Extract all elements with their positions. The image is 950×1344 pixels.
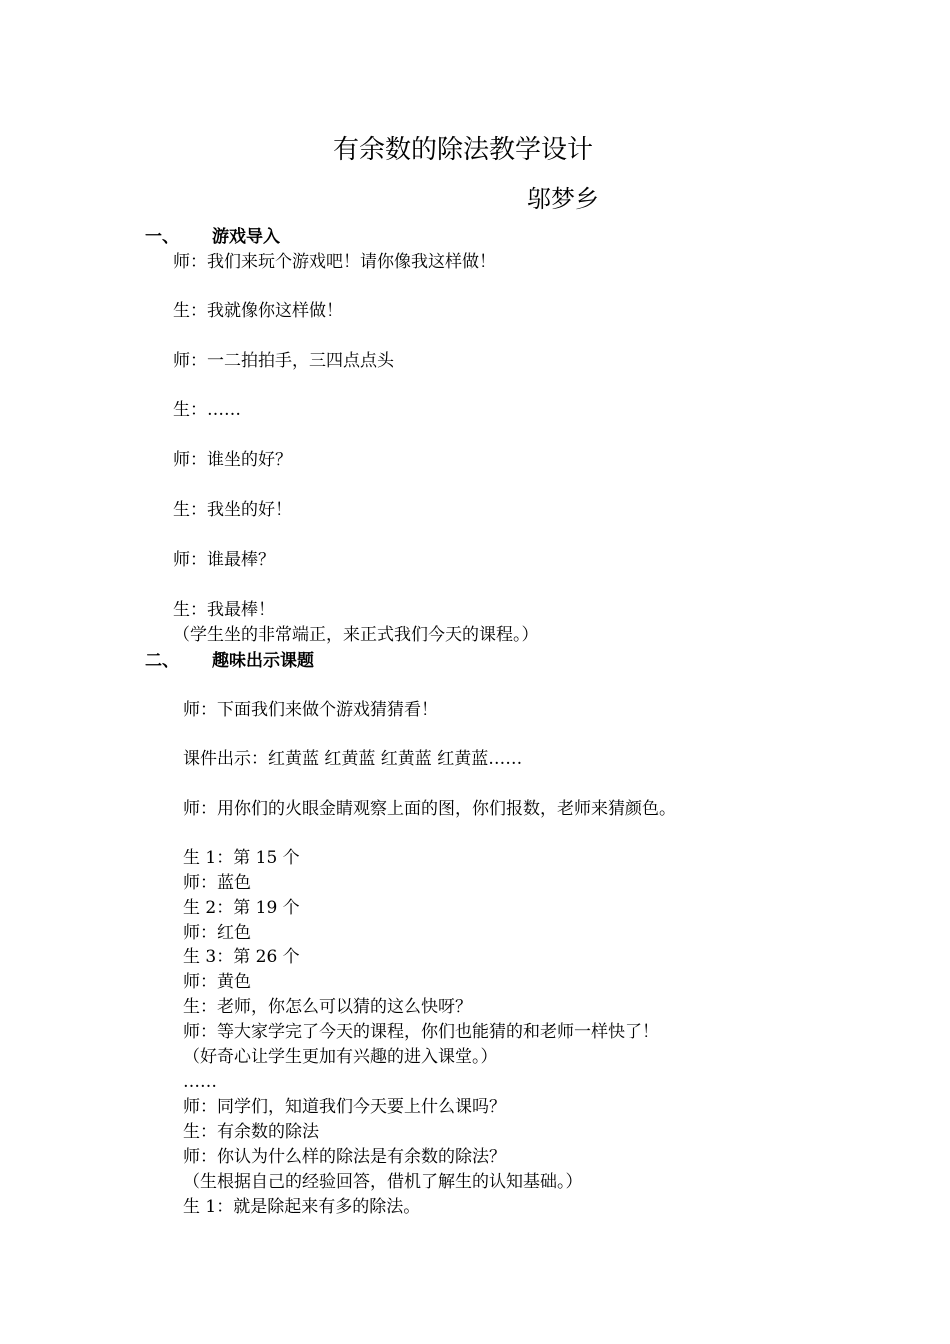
dialogue-line: 生 1：第 15 个 <box>183 848 300 868</box>
dialogue-line: 生 2：第 19 个 <box>183 898 300 918</box>
dialogue-line: 生 1：就是除起来有多的除法。 <box>183 1197 421 1217</box>
dialogue-line: 师：下面我们来做个游戏猜猜看！ <box>183 700 438 720</box>
dialogue-line: 师：用你们的火眼金睛观察上面的图，你们报数，老师来猜颜色。 <box>183 799 676 819</box>
dialogue-line: 生：我坐的好！ <box>173 500 292 520</box>
dialogue-line: 生：…… <box>173 400 241 420</box>
section-1-number: 一、 <box>145 227 179 247</box>
doc-author: 邬梦乡 <box>527 185 599 213</box>
doc-title: 有余数的除法教学设计 <box>333 135 594 165</box>
dialogue-line: 师：蓝色 <box>183 873 251 893</box>
dialogue-line: 师：黄色 <box>183 972 251 992</box>
dialogue-line: 师：同学们，知道我们今天要上什么课吗？ <box>183 1097 506 1117</box>
dialogue-line: 生：老师，你怎么可以猜的这么快呀？ <box>183 997 472 1017</box>
dialogue-line: 课件出示：红黄蓝 红黄蓝 红黄蓝 红黄蓝…… <box>183 749 523 769</box>
dialogue-line: 师：等大家学完了今天的课程，你们也能猜的和老师一样快了！ <box>183 1022 659 1042</box>
note-line: （好奇心让学生更加有兴趣的进入课堂。） <box>183 1047 498 1067</box>
dialogue-line: 生：我最棒！ <box>173 600 275 620</box>
dialogue-line: 师：一二拍拍手，三四点点头 <box>173 351 394 371</box>
note-line: （学生坐的非常端正，来正式我们今天的课程。） <box>173 625 539 645</box>
dialogue-line: 生：有余数的除法 <box>183 1122 319 1142</box>
dialogue-line: 生：我就像你这样做！ <box>173 301 343 321</box>
section-1-heading: 游戏导入 <box>212 227 280 247</box>
ellipsis-line: …… <box>183 1072 217 1092</box>
dialogue-line: 师：谁坐的好？ <box>173 450 292 470</box>
note-line: （生根据自己的经验回答，借机了解生的认知基础。） <box>183 1172 583 1192</box>
dialogue-line: 师：你认为什么样的除法是有余数的除法？ <box>183 1147 506 1167</box>
section-2-number: 二、 <box>145 651 179 671</box>
dialogue-line: 师：谁最棒？ <box>173 550 275 570</box>
dialogue-line: 生 3：第 26 个 <box>183 947 300 967</box>
dialogue-line: 师：红色 <box>183 923 251 943</box>
section-2-heading: 趣味出示课题 <box>212 651 314 671</box>
dialogue-line: 师：我们来玩个游戏吧！请你像我这样做！ <box>173 252 496 272</box>
